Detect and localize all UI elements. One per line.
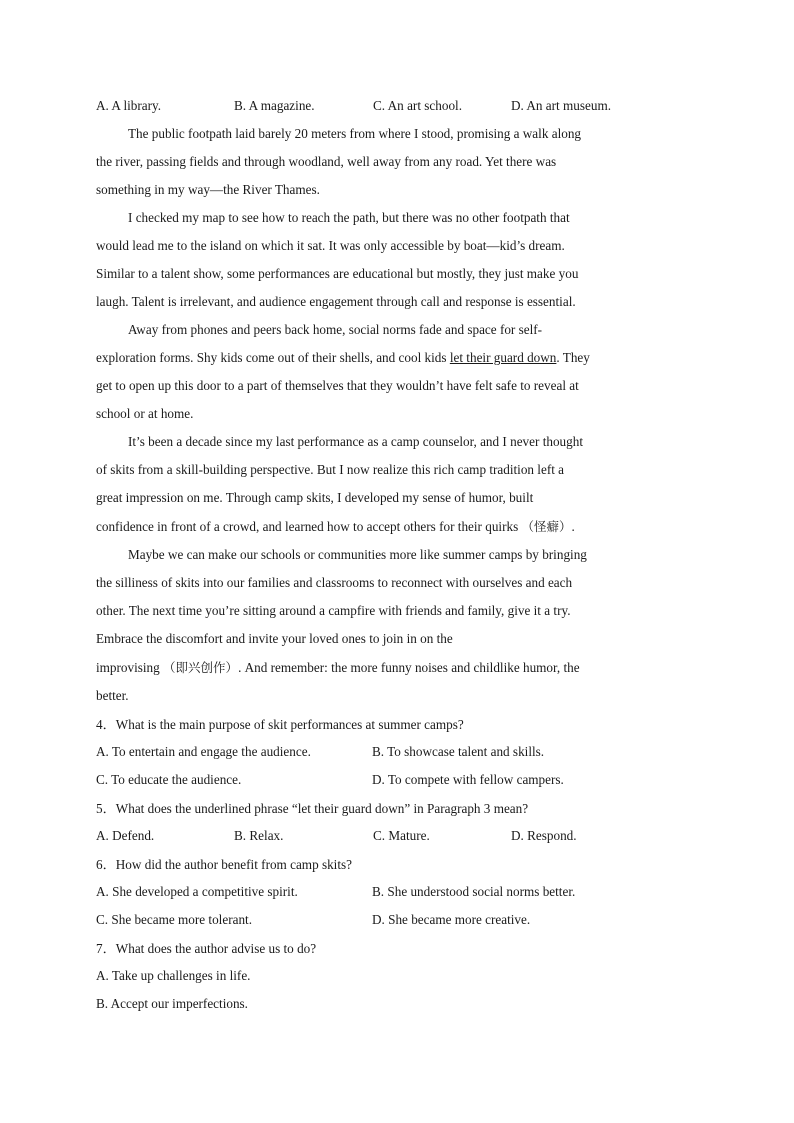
q7-option-a: A. Take up challenges in life. xyxy=(96,968,251,983)
q6-option-b: B. She understood social norms better. xyxy=(372,884,576,899)
q5-option-b: B. Relax. xyxy=(234,828,284,843)
paragraph-line: I checked my map to see how to reach the path, but there was no other footpath that xyxy=(128,210,570,225)
question-5 xyxy=(96,794,696,850)
paragraph-line: the river, passing fields and through woodland, well away from any road. Yet there was xyxy=(96,154,557,169)
q5-option-c: C. Mature. xyxy=(373,828,430,843)
paragraph-line: great impression on me. Through camp skits, I developed my sense of humor, built xyxy=(96,490,534,505)
paragraph-2 xyxy=(96,204,696,316)
paragraph-line: other. The next time you’re sitting around a campfire with friends and family, give it a try. xyxy=(96,603,571,618)
paragraph-1 xyxy=(96,120,696,204)
question-stem: 5．What does the underlined phrase “let their guard down” in Paragraph 3 mean? xyxy=(96,801,529,816)
q4-option-a: A. To entertain and engage the audience. xyxy=(96,744,311,759)
q5-option-d: D. Respond. xyxy=(511,828,577,843)
paragraph-line: confidence in front of a crowd, and learned how to accept others for their quirks （怪癖）. xyxy=(96,519,575,534)
paragraph-line: would lead me to the island on which it sat. It was only accessible by boat—kid’s dream. xyxy=(96,238,565,253)
paragraph-line: Maybe we can make our schools or communities more like summer camps by bringing xyxy=(128,547,587,562)
exam-page xyxy=(96,92,696,1018)
q4-option-c: C. To educate the audience. xyxy=(96,772,242,787)
q7-option-b: B. Accept our imperfections. xyxy=(96,996,248,1011)
paragraph-5 xyxy=(96,541,696,710)
chinese-gloss: （即兴创作） xyxy=(163,660,239,675)
paragraph-line: get to open up this door to a part of themselves that they wouldn’t have felt safe to reveal at xyxy=(96,378,579,393)
paragraph-3 xyxy=(96,316,696,428)
question-stem: 6．How did the author benefit from camp skits? xyxy=(96,857,352,872)
paragraph-line: The public footpath laid barely 20 meters from where I stood, promising a walk along xyxy=(128,126,582,141)
chinese-gloss: （怪癖） xyxy=(521,519,572,534)
question-6 xyxy=(96,850,696,934)
q5-option-a: A. Defend. xyxy=(96,828,155,843)
q6-option-d: D. She became more creative. xyxy=(372,912,531,927)
q4-option-b: B. To showcase talent and skills. xyxy=(372,744,545,759)
paragraph-line: exploration forms. Shy kids come out of their shells, and cool kids let their guard down. They xyxy=(96,350,590,365)
q3-options xyxy=(96,92,696,120)
paragraph-line: school or at home. xyxy=(96,406,194,421)
question-7 xyxy=(96,934,696,1018)
question-4 xyxy=(96,710,696,794)
q3-option-d: D. An art museum. xyxy=(511,98,611,113)
paragraph-line: Embrace the discomfort and invite your loved ones to join in on the xyxy=(96,631,453,646)
q3-option-a: A. A library. xyxy=(96,98,162,113)
paragraph-line: It’s been a decade since my last performance as a camp counselor, and I never thought xyxy=(128,434,583,449)
paragraph-line: laugh. Talent is irrelevant, and audience engagement through call and response is essential. xyxy=(96,294,576,309)
paragraph-line: the silliness of skits into our families and classrooms to reconnect with ourselves and each xyxy=(96,575,573,590)
q4-option-d: D. To compete with fellow campers. xyxy=(372,772,564,787)
paragraph-line: Away from phones and peers back home, social norms fade and space for self- xyxy=(128,322,543,337)
paragraph-line: of skits from a skill-building perspective. But I now realize this rich camp tradition left a xyxy=(96,462,565,477)
question-stem: 4．What is the main purpose of skit performances at summer camps? xyxy=(96,717,464,732)
q3-option-c: C. An art school. xyxy=(373,98,463,113)
question-stem: 7．What does the author advise us to do? xyxy=(96,941,317,956)
paragraph-line: better. xyxy=(96,688,129,703)
underlined-phrase: let their guard down xyxy=(449,350,557,365)
q6-option-a: A. She developed a competitive spirit. xyxy=(96,884,298,899)
paragraph-line: something in my way—the River Thames. xyxy=(96,182,320,197)
q6-option-c: C. She became more tolerant. xyxy=(96,912,252,927)
paragraph-4 xyxy=(96,428,696,541)
paragraph-line: improvising （即兴创作）. And remember: the more funny noises and childlike humor, the xyxy=(96,660,580,675)
paragraph-line: Similar to a talent show, some performances are educational but mostly, they just make you xyxy=(96,266,579,281)
q3-option-b: B. A magazine. xyxy=(234,98,315,113)
